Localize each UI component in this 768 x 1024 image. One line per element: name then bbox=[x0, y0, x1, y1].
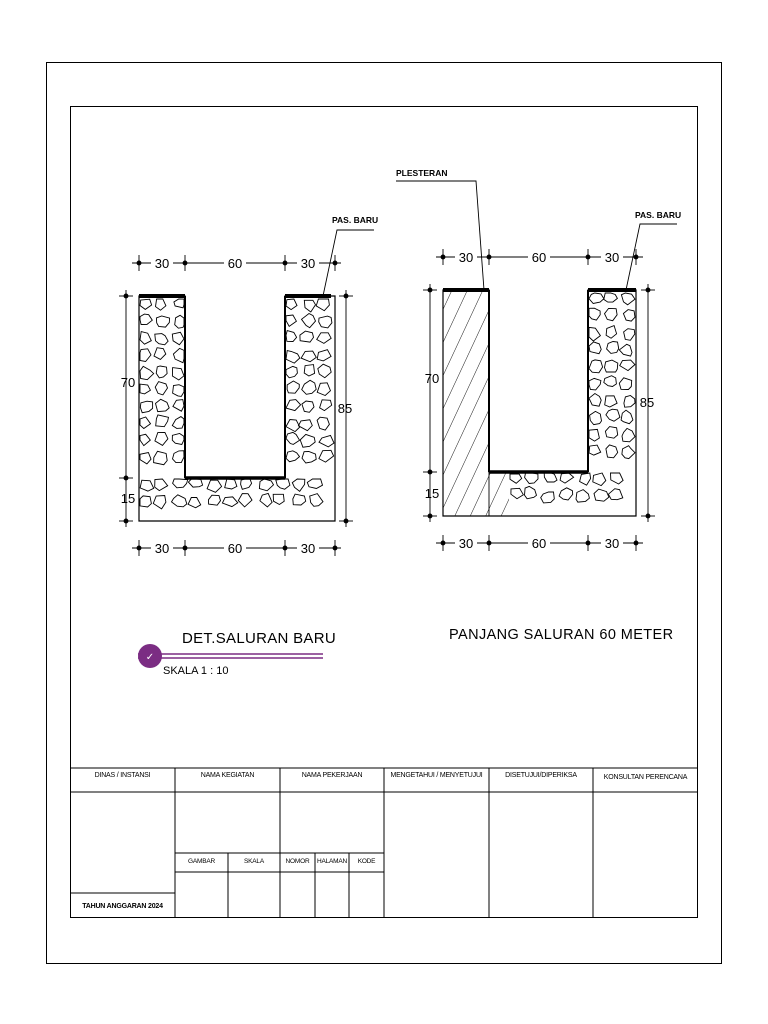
stone-shape bbox=[300, 434, 315, 447]
stone-shape bbox=[140, 314, 152, 324]
stone-shape bbox=[259, 479, 273, 491]
stone-shape bbox=[317, 417, 329, 430]
drawing-title: DET.SALURAN BARU bbox=[182, 630, 337, 647]
stone-shape bbox=[293, 494, 306, 505]
stone-shape bbox=[156, 366, 167, 378]
stone-shape bbox=[156, 399, 170, 411]
stone-shape bbox=[155, 479, 168, 491]
subheader-nomor: NOMOR bbox=[285, 858, 310, 865]
stone-shape bbox=[604, 293, 618, 302]
right-dim-15: 15 bbox=[424, 486, 440, 501]
right-top-dim-1: 30 bbox=[458, 250, 474, 265]
stone-shape bbox=[173, 479, 188, 488]
stone-shape bbox=[319, 316, 332, 328]
stone-shape bbox=[594, 489, 609, 501]
stone-shape bbox=[173, 400, 184, 412]
drawing-title-block bbox=[138, 630, 336, 677]
stone-shape bbox=[140, 384, 150, 394]
stone-shape bbox=[225, 479, 237, 489]
stone-shape bbox=[172, 434, 184, 445]
subheader-gambar: GAMBAR bbox=[188, 858, 215, 865]
stone-shape bbox=[611, 473, 624, 484]
right-bottom-dim-2: 60 bbox=[531, 536, 547, 551]
stone-shape bbox=[175, 315, 184, 328]
left-top-dim-3: 30 bbox=[300, 256, 316, 271]
stone-shape bbox=[300, 331, 314, 342]
stone-shape bbox=[155, 334, 168, 345]
left-dim-85: 85 bbox=[337, 401, 353, 416]
left-top-dim-1: 30 bbox=[154, 256, 170, 271]
stone-shape bbox=[317, 383, 330, 396]
stone-shape bbox=[140, 453, 151, 464]
stone-shape bbox=[304, 365, 314, 376]
stone-shape bbox=[317, 333, 332, 344]
stone-shape bbox=[286, 451, 300, 462]
left-top-dim-2: 60 bbox=[227, 256, 243, 271]
plesteran-label: PLESTERAN bbox=[396, 168, 448, 178]
stone-shape bbox=[140, 401, 152, 413]
stone-shape bbox=[580, 473, 591, 485]
year-label: TAHUN ANGGARAN 2024 bbox=[82, 903, 163, 910]
stone-shape bbox=[155, 432, 168, 445]
stone-shape bbox=[292, 479, 305, 491]
stone-shape bbox=[624, 329, 635, 341]
stone-shape bbox=[619, 344, 632, 356]
stone-shape bbox=[156, 415, 169, 427]
stone-shape bbox=[172, 368, 184, 380]
stone-shape bbox=[316, 299, 329, 311]
right-bottom-dim-3: 30 bbox=[604, 536, 620, 551]
stone-shape bbox=[589, 445, 601, 455]
stone-shape bbox=[604, 376, 617, 387]
stone-shape bbox=[238, 494, 252, 507]
left-channel-section bbox=[119, 215, 378, 556]
stone-shape bbox=[188, 498, 201, 508]
left-dim-15: 15 bbox=[120, 491, 136, 506]
stone-shape bbox=[298, 420, 312, 431]
stone-shape bbox=[154, 348, 166, 360]
stone-shape bbox=[605, 308, 618, 320]
stone-shape bbox=[623, 310, 635, 322]
stone-shape bbox=[155, 382, 167, 395]
stone-shape bbox=[209, 495, 221, 505]
stone-shape bbox=[605, 427, 617, 439]
left-dim-70: 70 bbox=[120, 375, 136, 390]
stone-shape bbox=[286, 299, 297, 310]
stone-shape bbox=[589, 308, 600, 320]
stone-shape bbox=[302, 452, 316, 464]
stone-shape bbox=[172, 417, 184, 429]
stone-shape bbox=[302, 401, 314, 412]
stone-shape bbox=[207, 480, 222, 492]
stone-shape bbox=[140, 417, 151, 429]
stone-shape bbox=[286, 420, 300, 432]
subheader-kode: KODE bbox=[357, 858, 376, 865]
stone-shape bbox=[319, 450, 334, 462]
left-bottom-dim-3: 30 bbox=[300, 541, 316, 556]
right-plaster-hatch bbox=[443, 290, 489, 516]
right-pas-baru-label: PAS. BARU bbox=[635, 210, 682, 220]
stone-shape bbox=[286, 400, 301, 411]
stone-shape bbox=[310, 494, 323, 507]
right-dim-85: 85 bbox=[639, 395, 655, 410]
right-top-dim-3: 30 bbox=[604, 250, 620, 265]
stone-shape bbox=[525, 473, 538, 484]
channel-length-note: PANJANG SALURAN 60 METER bbox=[449, 627, 674, 643]
stone-shape bbox=[606, 409, 620, 421]
plesteran-leader bbox=[396, 181, 484, 290]
left-pas-baru-label: PAS. BARU bbox=[332, 215, 379, 225]
stone-shape bbox=[589, 360, 603, 373]
stone-shape bbox=[606, 445, 618, 458]
header-nama-kegiatan: NAMA KEGIATAN bbox=[200, 772, 255, 779]
stone-shape bbox=[576, 490, 589, 503]
stone-shape bbox=[559, 488, 573, 500]
stone-shape bbox=[140, 480, 154, 491]
stone-shape bbox=[140, 366, 154, 379]
stone-shape bbox=[605, 396, 617, 407]
stone-shape bbox=[286, 331, 297, 342]
stone-shape bbox=[590, 411, 602, 424]
stone-shape bbox=[156, 299, 166, 310]
header-dinas: DINAS / INSTANSI bbox=[94, 772, 151, 779]
stone-shape bbox=[320, 400, 332, 411]
left-bottom-dim-2: 60 bbox=[227, 541, 243, 556]
stone-shape bbox=[172, 495, 187, 507]
stone-shape bbox=[302, 380, 317, 394]
stone-shape bbox=[276, 479, 290, 489]
stone-shape bbox=[286, 366, 297, 377]
stone-shape bbox=[173, 451, 185, 463]
stone-shape bbox=[286, 315, 296, 326]
stone-shape bbox=[560, 473, 574, 483]
stone-shape bbox=[304, 300, 315, 312]
header-nama-pekerjaan: NAMA PEKERJAAN bbox=[301, 772, 363, 779]
stone-shape bbox=[241, 479, 252, 489]
stone-shape bbox=[589, 342, 601, 354]
stone-shape bbox=[301, 351, 316, 362]
right-channel-section bbox=[396, 168, 681, 551]
stone-shape bbox=[307, 479, 322, 489]
stone-shape bbox=[153, 496, 166, 509]
stone-shape bbox=[541, 492, 555, 503]
stone-shape bbox=[589, 394, 601, 407]
stone-shape bbox=[622, 446, 635, 459]
stone-shape bbox=[222, 497, 237, 507]
stone-shape bbox=[173, 348, 184, 362]
stone-shape bbox=[525, 486, 537, 498]
stone-shape bbox=[286, 432, 300, 444]
stone-shape bbox=[620, 360, 635, 371]
stone-shape bbox=[140, 332, 151, 345]
stone-shape bbox=[318, 364, 331, 378]
stone-shape bbox=[140, 349, 151, 362]
stone-shape bbox=[287, 381, 299, 393]
stone-shape bbox=[544, 473, 557, 482]
subheader-halaman: HALAMAN bbox=[316, 858, 348, 865]
stone-shape bbox=[510, 474, 522, 483]
stone-shape bbox=[140, 434, 150, 445]
stone-shape bbox=[605, 360, 618, 372]
stone-shape bbox=[593, 473, 606, 486]
stone-shape bbox=[273, 494, 284, 504]
stone-shape bbox=[317, 350, 331, 361]
stone-shape bbox=[156, 316, 169, 327]
stone-shape bbox=[622, 428, 635, 441]
subheader-skala: SKALA bbox=[244, 858, 264, 865]
stone-shape bbox=[260, 493, 272, 507]
stone-shape bbox=[606, 326, 617, 339]
stone-shape bbox=[173, 385, 184, 397]
header-mengetahui: MENGETAHUI / MENYETUJUI bbox=[390, 772, 483, 779]
stone-shape bbox=[619, 378, 631, 390]
header-disetujui: DISETUJUI/DIPERIKSA bbox=[505, 772, 577, 779]
stone-shape bbox=[621, 410, 633, 424]
stone-shape bbox=[621, 293, 635, 305]
stone-shape bbox=[624, 396, 635, 408]
stone-shape bbox=[172, 332, 184, 345]
stone-shape bbox=[286, 351, 300, 364]
left-bottom-dim-1: 30 bbox=[154, 541, 170, 556]
right-bottom-dim-1: 30 bbox=[458, 536, 474, 551]
stone-shape bbox=[319, 435, 334, 447]
stone-shape bbox=[188, 479, 202, 487]
stone-shape bbox=[589, 429, 599, 441]
right-top-dim-2: 60 bbox=[531, 250, 547, 265]
stone-shape bbox=[589, 293, 604, 304]
stone-shape bbox=[511, 488, 524, 498]
stone-shape bbox=[140, 496, 151, 507]
stone-shape bbox=[302, 314, 316, 328]
stone-shape bbox=[608, 489, 622, 500]
stone-shape bbox=[154, 451, 168, 464]
title-badge-check-icon: ✓ bbox=[145, 652, 155, 663]
stone-shape bbox=[589, 378, 601, 390]
right-dim-70: 70 bbox=[424, 371, 440, 386]
stone-shape bbox=[140, 299, 152, 309]
stone-shape bbox=[174, 299, 184, 308]
stone-shape bbox=[589, 327, 600, 341]
header-konsultan: KONSULTAN PERENCANA bbox=[603, 774, 688, 781]
stone-shape bbox=[607, 342, 619, 354]
drawing-scale: SKALA 1 : 10 bbox=[163, 665, 229, 677]
